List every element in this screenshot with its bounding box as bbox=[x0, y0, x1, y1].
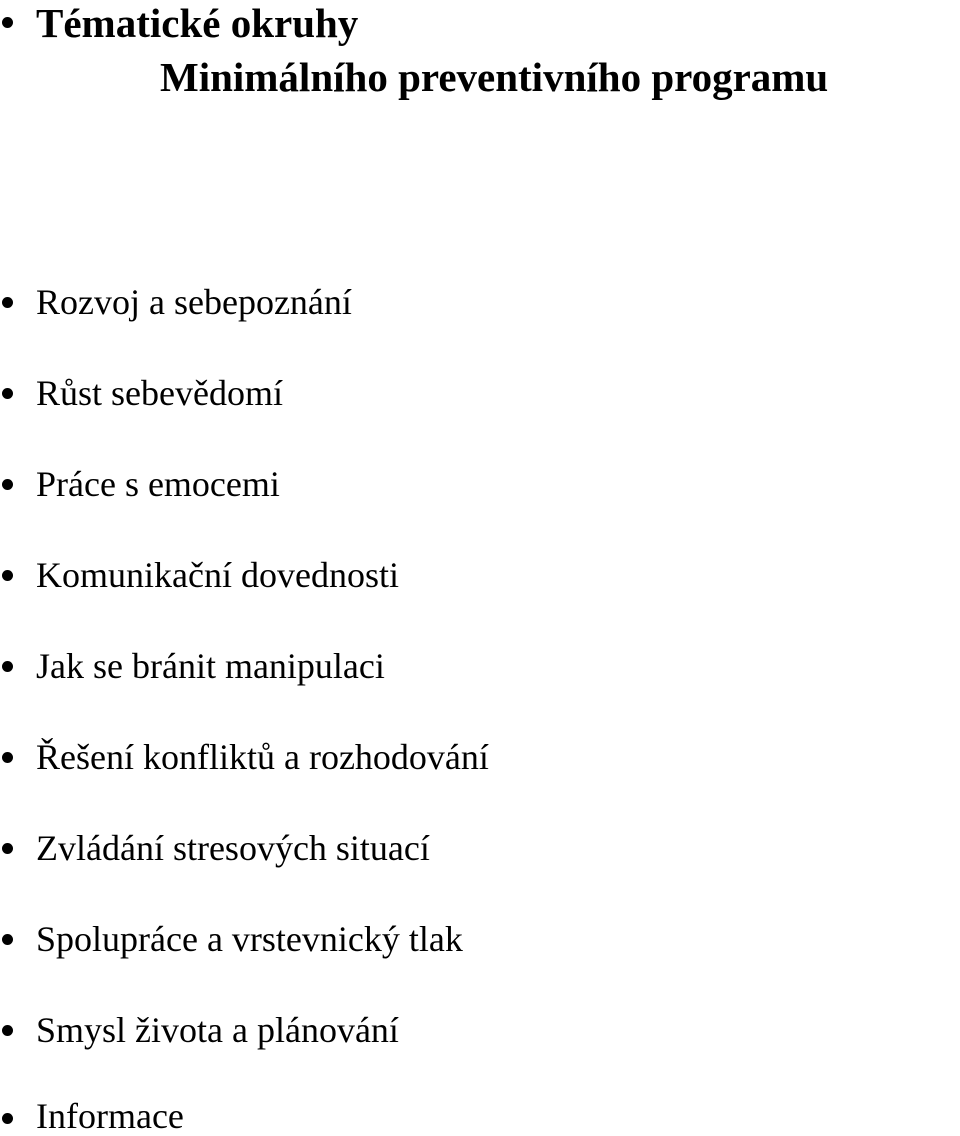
list-item-label: Informace bbox=[36, 1096, 184, 1136]
list-item-label: Zvládání stresových situací bbox=[36, 828, 430, 868]
list-item-label: Práce s emocemi bbox=[36, 464, 280, 504]
list-item-label: Řešení konfliktů a rozhodování bbox=[36, 737, 489, 777]
bullet-icon bbox=[2, 1025, 13, 1036]
bullet-icon bbox=[2, 388, 13, 399]
list-item-label: Spolupráce a vrstevnický tlak bbox=[36, 919, 463, 959]
bullet-icon bbox=[2, 661, 13, 672]
list-item-label: Rozvoj a sebepoznání bbox=[36, 282, 352, 322]
bullet-icon bbox=[2, 479, 13, 490]
bullet-icon bbox=[2, 17, 13, 28]
bullet-icon bbox=[2, 1113, 13, 1124]
bullet-icon bbox=[2, 570, 13, 581]
list-item-label: Růst sebevědomí bbox=[36, 373, 283, 413]
list-item-label: Komunikační dovednosti bbox=[36, 555, 399, 595]
bullet-icon bbox=[2, 934, 13, 945]
bullet-icon bbox=[2, 297, 13, 308]
list-item-label: Jak se bránit manipulaci bbox=[36, 646, 385, 686]
page-title-line-2: Minimálního preventivního programu bbox=[160, 54, 829, 100]
page-title-line-1: Tématické okruhy bbox=[36, 0, 359, 46]
list-item-label: Smysl života a plánování bbox=[36, 1010, 399, 1050]
bullet-icon bbox=[2, 752, 13, 763]
bullet-icon bbox=[2, 843, 13, 854]
